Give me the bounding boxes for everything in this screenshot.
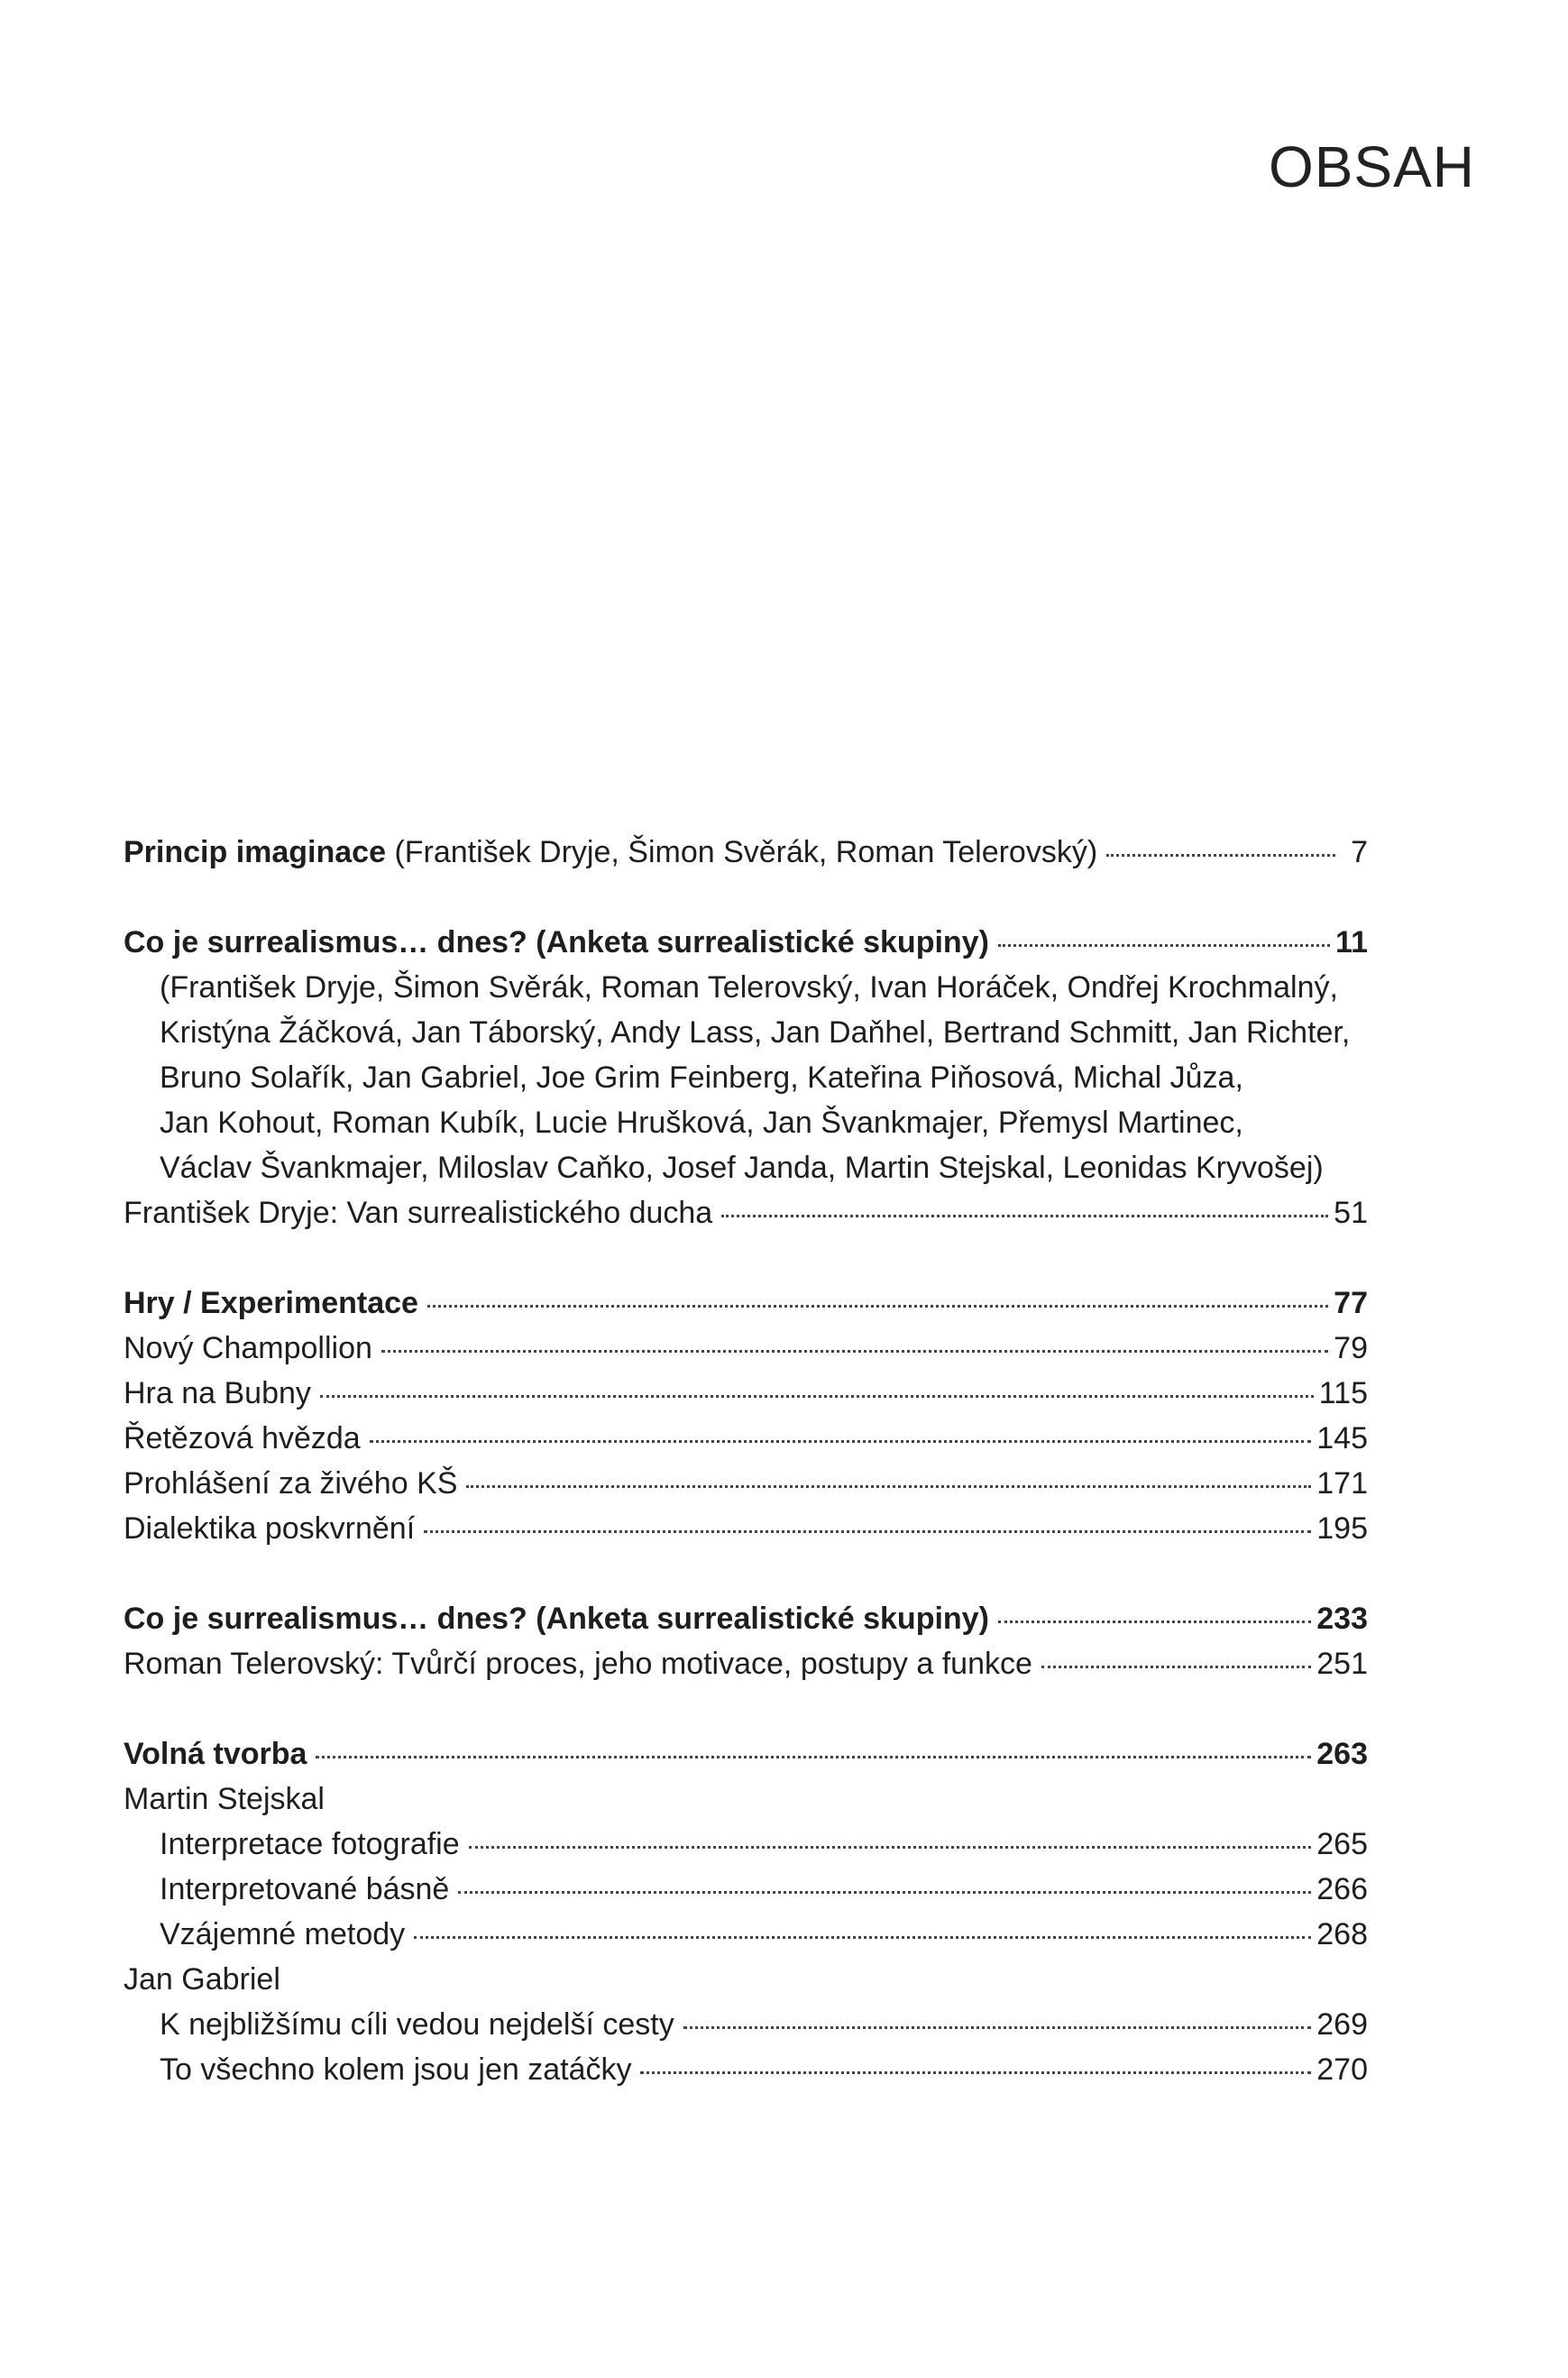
toc-entry[interactable] [124,1641,1368,1686]
toc-entry-title [124,830,1097,875]
toc-entry[interactable] [124,1461,1368,1506]
toc-entry[interactable] [124,1506,1368,1551]
toc-entry[interactable] [124,1416,1368,1461]
toc-page-number: 266 [1316,1872,1368,1906]
page-title: OBSAH [1268,134,1475,199]
toc-section-title: Hry / Experimentace [124,1286,418,1320]
toc-entry-title: František Dryje: Van surrealistického ducha [124,1196,713,1230]
toc-entry-title-bold: Princip imaginace [124,835,386,869]
toc-entry-title-authors: (František Dryje, Šimon Svěrák, Roman Telerovský) [386,835,1098,869]
toc-page-number: 270 [1316,2052,1368,2087]
toc-page-number: 171 [1316,1466,1368,1501]
dot-leader [683,2026,1312,2029]
toc-entry-title: Vzájemné metody [160,1917,406,1951]
dot-leader [1041,1666,1311,1668]
dot-leader [1106,854,1335,857]
toc-entry[interactable] [124,1822,1368,1867]
dot-leader [466,1485,1311,1488]
toc-author-heading: Jan Gabriel [124,1962,280,1997]
toc-page-number: 145 [1316,1421,1368,1455]
toc-page-number: 268 [1316,1917,1368,1951]
toc-page-number: 7 [1351,835,1368,869]
dot-leader [320,1395,1314,1398]
toc-entry[interactable] [124,1326,1368,1371]
toc-page-number: 251 [1316,1647,1368,1681]
toc-entry-title: Řetězová hvězda [124,1421,361,1455]
toc-entry-princip-imaginace[interactable] [124,830,1368,875]
toc-entry-title: Dialektika poskvrnění [124,1511,416,1546]
toc-entry-title: K nejbližšímu cíli vedou nejdelší cesty [160,2007,674,2042]
participants-line: Kristýna Žáčková, Jan Táborský, Andy Lass, Jan Daňhel, Bertrand Schmitt, Jan Richter, [160,1015,1351,1050]
toc-author-heading: Martin Stejskal [124,1782,325,1816]
toc-page-number: 115 [1318,1376,1368,1410]
dot-leader [316,1756,1311,1758]
toc-entry[interactable] [124,1371,1368,1416]
participants-line: (František Dryje, Šimon Svěrák, Roman Telerovský, Ivan Horáček, Ondřej Krochmalný, [160,970,1338,1005]
toc-entry-title: To všechno kolem jsou jen zatáčky [160,2052,632,2087]
toc-entry-title: Roman Telerovský: Tvůrčí proces, jeho motivace, postupy a funkce [124,1647,1032,1681]
toc-entry[interactable] [124,1190,1368,1235]
toc-page-number: 11 [1335,925,1368,959]
toc-section-title: Volná tvorba [124,1737,307,1771]
section-gap [124,1235,1368,1281]
toc-page-number: 233 [1316,1602,1368,1636]
toc-page-number: 51 [1334,1196,1368,1230]
toc-section-anketa[interactable] [124,920,1368,965]
toc-entry[interactable] [124,1867,1368,1912]
toc-entry[interactable] [124,2047,1368,2092]
section-gap [124,1551,1368,1596]
toc-entry-title: Interpretované básně [160,1872,450,1906]
participants-line: Václav Švankmajer, Miloslav Caňko, Josef Janda, Martin Stejskal, Leonidas Kryvošej) [160,1151,1324,1185]
toc-page-number: 269 [1316,2007,1368,2042]
participants-line: Jan Kohout, Roman Kubík, Lucie Hrušková, Jan Švankmajer, Přemysl Martinec, [160,1106,1243,1140]
toc-entry-title: Interpretace fotografie [160,1827,460,1861]
toc-section-title: Co je surrealismus… dnes? (Anketa surrealistické skupiny) [124,925,989,959]
toc-section-volna-tvorba[interactable] [124,1731,1368,1777]
toc-page-number: 77 [1334,1286,1368,1320]
participants-line: Bruno Solařík, Jan Gabriel, Joe Grim Feinberg, Kateřina Piňosová, Michal Jůza, [160,1060,1243,1095]
dot-leader [640,2071,1311,2074]
toc-page-number: 265 [1316,1827,1368,1861]
toc-entry[interactable] [124,1912,1368,1957]
section-gap [124,875,1368,920]
table-of-contents [124,830,1368,2092]
toc-section-title: Co je surrealismus… dnes? (Anketa surrealistické skupiny) [124,1602,989,1636]
toc-entry-title: Prohlášení za živého KŠ [124,1466,458,1501]
toc-entry-title: Hra na Bubny [124,1376,311,1410]
toc-page-number: 79 [1334,1331,1368,1365]
section-gap [124,1686,1368,1731]
dot-leader [370,1440,1312,1443]
toc-page-number: 263 [1316,1737,1368,1771]
dot-leader [469,1846,1312,1849]
toc-entry-title: Nový Champollion [124,1331,372,1365]
dot-leader [458,1891,1311,1894]
toc-entry[interactable] [124,2002,1368,2047]
dot-leader [414,1936,1311,1939]
dot-leader [381,1350,1328,1353]
toc-section-hry[interactable] [124,1281,1368,1326]
toc-page-number: 195 [1316,1511,1368,1546]
toc-section-anketa-2[interactable] [124,1596,1368,1641]
dot-leader [998,944,1330,947]
dot-leader [427,1305,1328,1308]
dot-leader [998,1621,1311,1623]
dot-leader [424,1530,1311,1533]
dot-leader [721,1215,1328,1217]
